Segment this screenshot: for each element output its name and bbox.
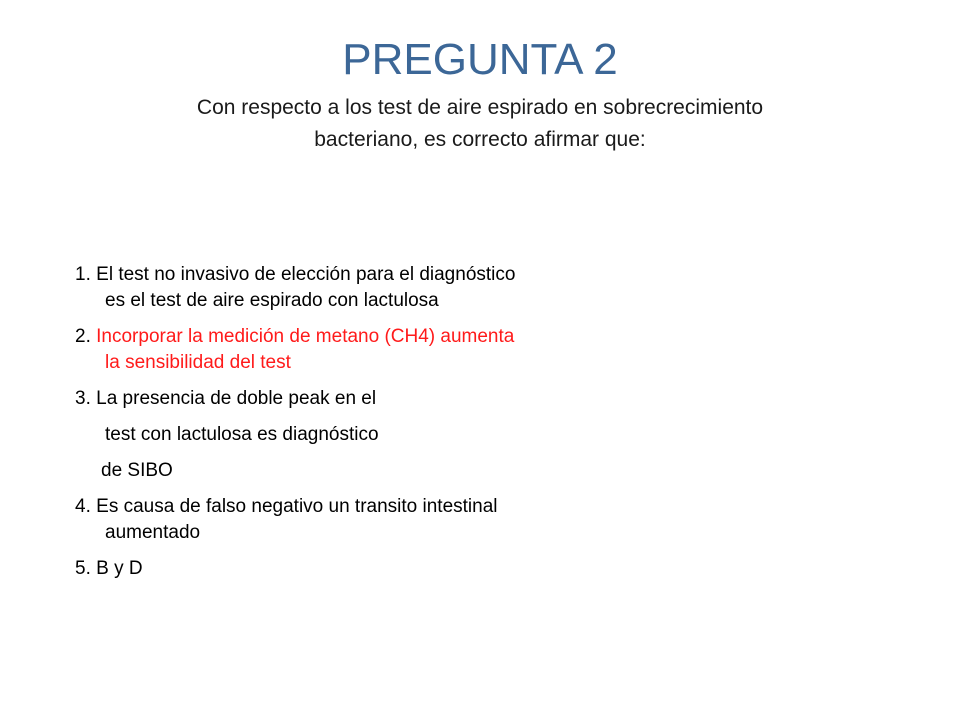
option-2-text-cont: la sensibilidad del test	[105, 352, 291, 373]
option-1-number: 1.	[75, 264, 91, 285]
question-line-1: Con respecto a los test de aire espirado en sobrecrecimiento	[196, 96, 764, 119]
option-5	[75, 556, 695, 582]
option-1	[75, 262, 695, 314]
option-1-text-cont: es el test de aire espirado con lactulosa	[105, 290, 439, 311]
option-5-number: 5.	[75, 558, 91, 579]
option-3	[75, 386, 695, 484]
option-5-text: B y D	[96, 558, 143, 579]
slide-title: PREGUNTA 2	[342, 35, 618, 84]
answer-options	[75, 262, 695, 592]
question-text	[130, 92, 830, 156]
question-line-2: bacteriano, es correcto afirmar que:	[314, 128, 646, 151]
option-3-text: La presencia de doble peak en el	[96, 388, 377, 409]
option-3-line-2: test con lactulosa es diagnóstico	[105, 424, 379, 445]
option-3-number: 3.	[75, 388, 91, 409]
option-3-line-1	[75, 386, 695, 412]
option-1-text: El test no invasivo de elección para el diagnóstico	[96, 264, 516, 285]
option-4	[75, 494, 695, 546]
option-4-text: Es causa de falso negativo un transito intestinal	[96, 496, 498, 517]
option-4-number: 4.	[75, 496, 91, 517]
option-2-number: 2.	[75, 326, 91, 347]
option-3-line-3: de SIBO	[101, 460, 173, 481]
option-2-highlighted	[75, 324, 695, 376]
option-4-text-cont: aumentado	[105, 522, 201, 543]
option-2-text: Incorporar la medición de metano (CH4) aumenta	[96, 326, 515, 347]
